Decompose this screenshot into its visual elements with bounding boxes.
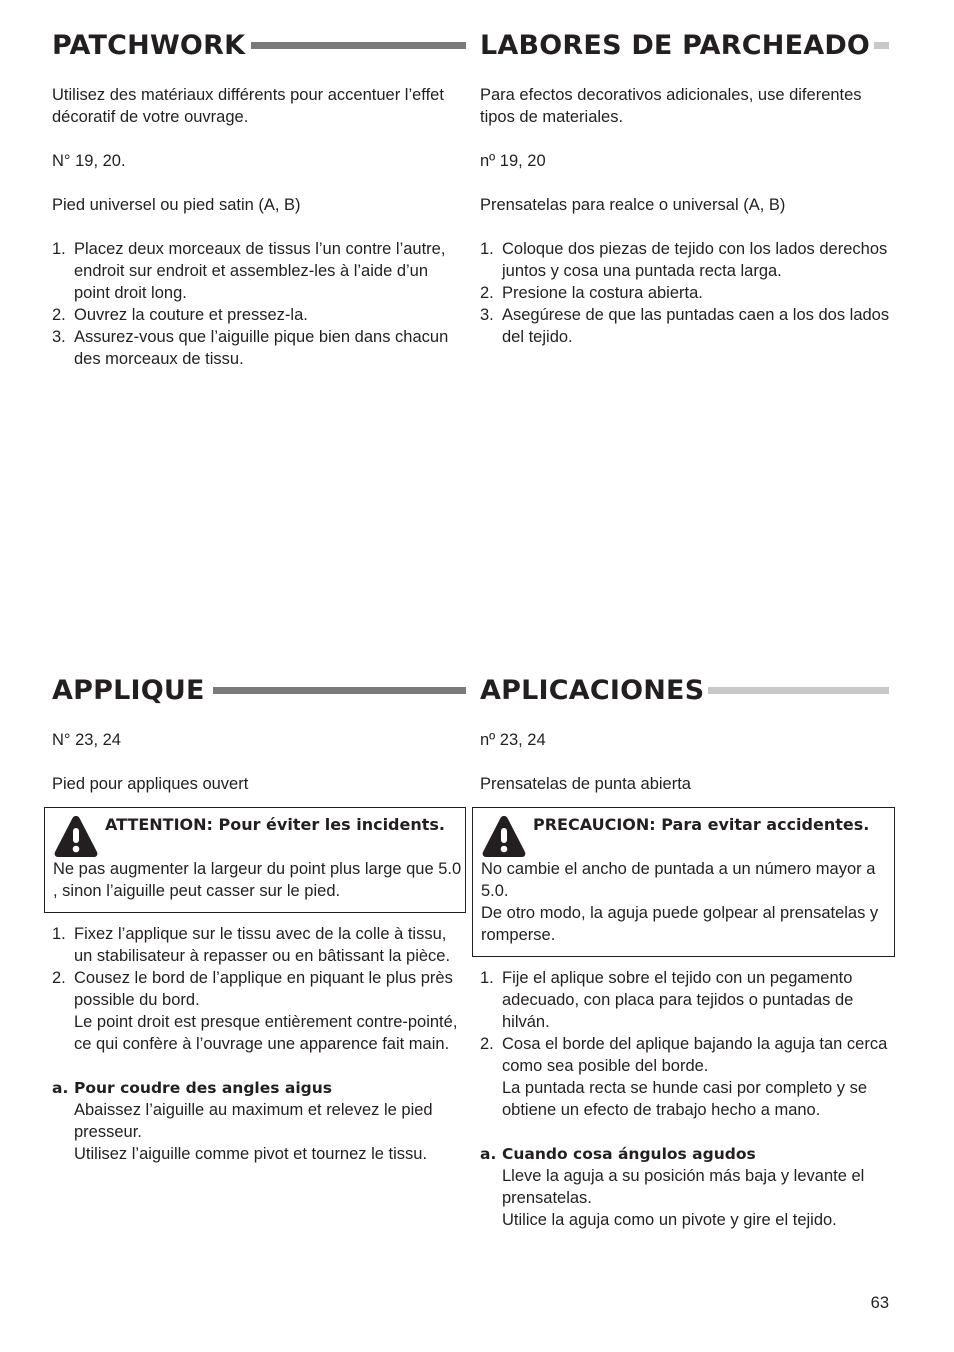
steps-list: [480, 238, 892, 348]
page-number: 63: [870, 1294, 889, 1312]
sub-heading: a. Cuando cosa ángulos agudos: [480, 1145, 756, 1163]
aplicaciones-heading: [480, 673, 892, 707]
section-title: LABORES DE PARCHEADO: [480, 29, 871, 61]
sub-section: [480, 1143, 892, 1231]
warning-text: No cambie el ancho de puntada a un número mayor a 5.0.: [481, 860, 876, 900]
list-item: 2. Cosa el borde del aplique bajando la aguja tan cerca como sea posible del borde. La puntada recta se hunde casi por completo y se obtiene un efecto de trabajo hecho a mano.: [480, 1035, 888, 1119]
heading-rule: [708, 687, 889, 694]
stitch-numbers: N° 19, 20.: [52, 152, 126, 170]
warning-text: Ne pas augmenter la largeur du point plus large que 5.0 , sinon l’aiguille peut casser sur le pied.: [53, 860, 462, 900]
presser-foot: Pied pour appliques ouvert: [52, 775, 249, 793]
step-note: La puntada recta se hunde casi por completo y se obtiene un efecto de trabajo hecho a mano.: [502, 1079, 868, 1119]
intro-text: Utilisez des matériaux différents pour accentuer l’effet décoratif de votre ouvrage.: [52, 86, 444, 126]
patchwork-section: [52, 28, 466, 370]
list-item: 1. Coloque dos piezas de tejido con los lados derechos juntos y cosa una puntada recta larga.: [480, 240, 888, 280]
parcheado-section: [480, 28, 892, 348]
list-item: 1. Placez deux morceaux de tissus l’un contre l’autre, endroit sur endroit et assemblez-les à l’aide d’un point droit long.: [52, 240, 446, 302]
warning-title: PRECAUCION: Para evitar accidentes.: [533, 815, 870, 834]
sub-section: [52, 1077, 466, 1165]
sub-text: Abaissez l’aiguille au maximum et relevez le pied presseur.: [74, 1101, 433, 1141]
applique-heading: [52, 673, 466, 707]
warning-header: [53, 814, 465, 860]
sub-text: Lleve la aguja a su posición más baja y levante el prensatelas.: [502, 1167, 865, 1207]
steps-list: [52, 923, 466, 1055]
parcheado-heading: [480, 28, 892, 62]
section-title: APPLIQUE: [52, 674, 205, 706]
intro-text: Para efectos decorativos adicionales, use diferentes tipos de materiales.: [480, 86, 862, 126]
heading-rule: [251, 42, 466, 49]
section-title: PATCHWORK: [52, 29, 246, 61]
warning-text: De otro modo, la aguja puede golpear al prensatelas y romperse.: [481, 904, 879, 944]
heading-rule: [213, 687, 466, 694]
warning-triangle-icon: [53, 814, 99, 860]
warning-title: ATTENTION: Pour éviter les incidents.: [105, 815, 445, 834]
section-title: APLICACIONES: [480, 674, 705, 706]
steps-list: [480, 967, 892, 1121]
presser-foot: Pied universel ou pied satin (A, B): [52, 196, 301, 214]
presser-foot: Prensatelas de punta abierta: [480, 775, 691, 793]
aplicaciones-section: [480, 673, 892, 1231]
list-item: 2. Presione la costura abierta.: [480, 284, 703, 302]
list-item: 1. Fixez l’applique sur le tissu avec de la colle à tissu, un stabilisateur à repasser ou en bâtissant la pièce.: [52, 925, 451, 965]
sub-text: Utilice la aguja como un pivote y gire el tejido.: [502, 1211, 837, 1229]
step-note: Le point droit est presque entièrement contre-pointé, ce qui confère à l’ouvrage une apparence fait main.: [74, 1013, 458, 1053]
warning-box: [44, 807, 466, 913]
stitch-numbers: nº 19, 20: [480, 152, 546, 170]
warning-triangle-icon: [481, 814, 527, 860]
sub-text: Utilisez l’aiguille comme pivot et tournez le tissu.: [74, 1145, 428, 1163]
stitch-numbers: nº 23, 24: [480, 731, 546, 749]
list-item: 2. Cousez le bord de l’applique en piquant le plus près possible du bord. Le point droit est presque entièrement contre-pointé, ce qui confère à l’ouvrage une apparence fait main.: [52, 969, 458, 1053]
list-item: 3. Assurez-vous que l’aiguille pique bien dans chacun des morceaux de tissu.: [52, 328, 449, 368]
steps-list: [52, 238, 466, 370]
warning-header: [481, 814, 894, 860]
list-item: 1. Fije el aplique sobre el tejido con un pegamento adecuado, con placa para tejidos o puntadas de hilván.: [480, 969, 854, 1031]
sub-heading: a. Pour coudre des angles aigus: [52, 1079, 332, 1097]
stitch-numbers: N° 23, 24: [52, 731, 121, 749]
warning-box: [472, 807, 895, 957]
list-item: 2. Ouvrez la couture et pressez-la.: [52, 306, 308, 324]
patchwork-heading: [52, 28, 466, 62]
list-item: 3. Asegúrese de que las puntadas caen a los dos lados del tejido.: [480, 306, 890, 346]
applique-section: [52, 673, 466, 1165]
heading-rule: [874, 42, 889, 49]
presser-foot: Prensatelas para realce o universal (A, B): [480, 196, 786, 214]
